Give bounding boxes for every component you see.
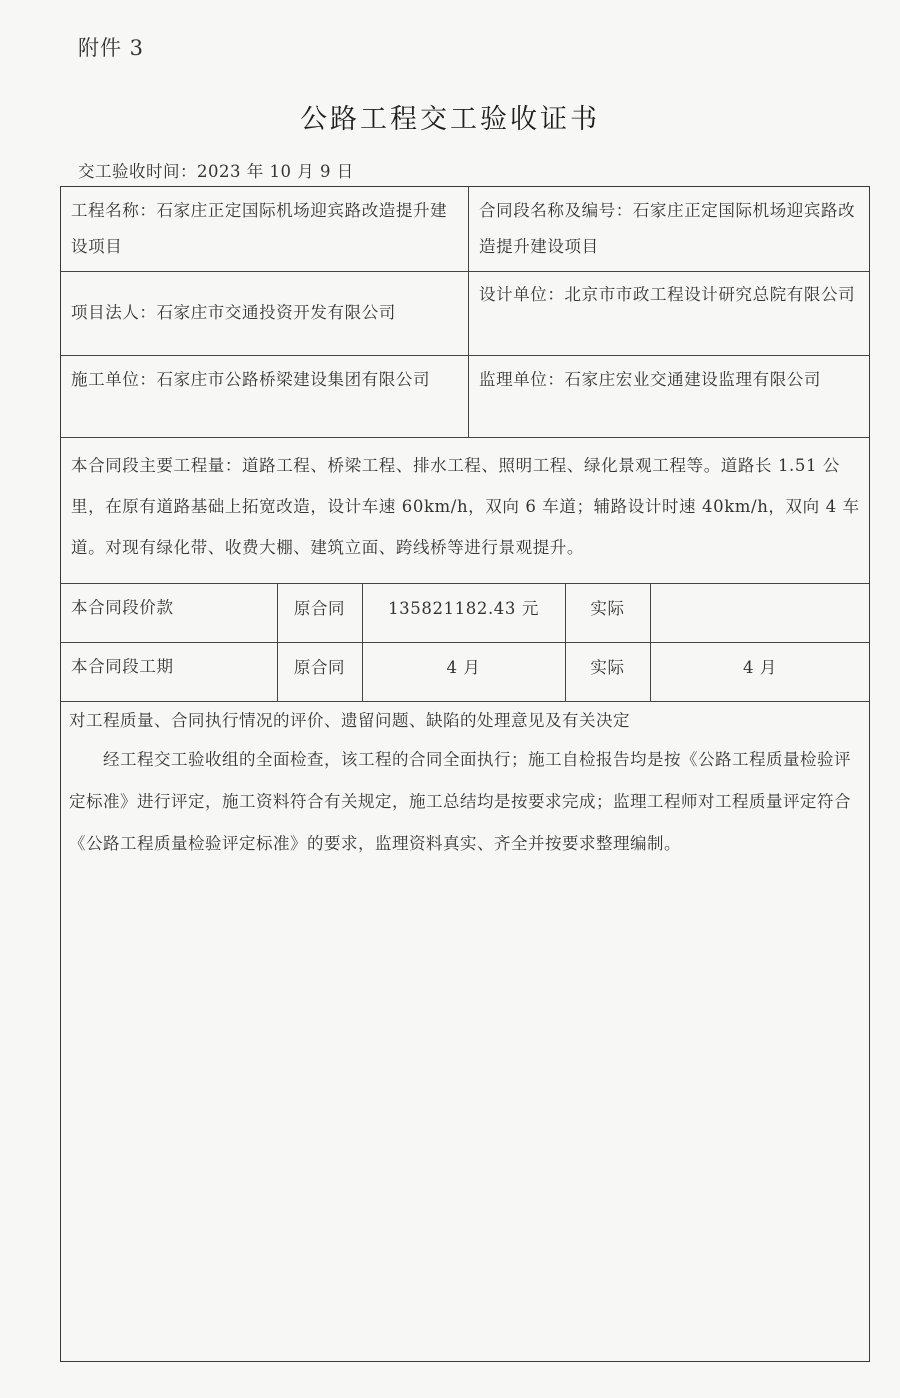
page-title: 公路工程交工验收证书: [300, 104, 600, 135]
contract-section: 合同段名称及编号：石家庄正定国际机场迎宾路改造提升建设项目: [479, 201, 856, 256]
period-actual-label: 实际: [590, 658, 625, 677]
price-original-value: 135821182.43 元: [388, 599, 539, 618]
attachment-label: 附件 3: [78, 36, 145, 60]
period-original-label: 原合同: [293, 658, 346, 677]
project-name: 工程名称：石家庄正定国际机场迎宾路改造提升建设项目: [71, 201, 448, 256]
period-label: 本合同段工期: [71, 657, 174, 676]
row-divider: [61, 701, 869, 702]
construction-unit: 施工单位：石家庄市公路桥梁建设集团有限公司: [71, 370, 431, 389]
row-divider: [61, 355, 869, 356]
certificate-table: [60, 186, 870, 1362]
row-divider: [61, 271, 869, 272]
price-actual-label: 实际: [590, 599, 625, 618]
price-original-label: 原合同: [293, 599, 346, 618]
design-unit: 设计单位：北京市市政工程设计研究总院有限公司: [479, 285, 856, 304]
evaluation-body: 经工程交工验收组的全面检查，该工程的合同全面执行；施工自检报告均是按《公路工程质量检验评定标准》进行评定，施工资料符合有关规定，施工总结均是按要求完成；监理工程师对工程质量评定符合《公路工程质量检验评定标准》的要求，监理资料真实、齐全并按要求整理编制。: [69, 750, 851, 853]
evaluation-heading: 对工程质量、合同执行情况的评价、遗留问题、缺陷的处理意见及有关决定: [69, 711, 630, 730]
period-original-value: 4 月: [446, 658, 481, 677]
period-actual-value: 4 月: [742, 658, 778, 677]
supervision-unit: 监理单位：石家庄宏业交通建设监理有限公司: [479, 370, 821, 389]
price-label: 本合同段价款: [71, 598, 174, 617]
row-divider: [61, 437, 869, 438]
main-quantities: 本合同段主要工程量：道路工程、桥梁工程、排水工程、照明工程、绿化景观工程等。道路长 1.51 公里，在原有道路基础上拓宽改造，设计车速 60km/h，双向 6 车道；辅路设计时速 40km/h，双向 4 车道。对现有绿化带、收费大棚、建筑立面、跨线桥等进行景观提升。: [71, 456, 860, 557]
col-divider: [468, 187, 469, 437]
legal-person: 项目法人：石家庄市交通投资开发有限公司: [71, 303, 396, 322]
acceptance-date: 交工验收时间：2023 年 10 月 9 日: [78, 162, 354, 181]
